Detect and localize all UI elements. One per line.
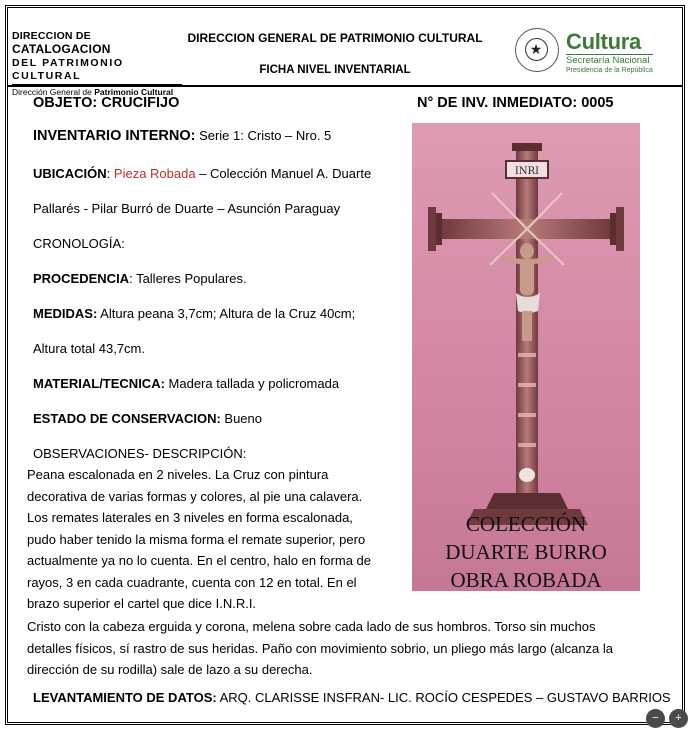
- photo-caption-line: COLECCIÓN: [465, 512, 587, 536]
- stolen-piece-label: Pieza Robada: [113, 166, 196, 181]
- document-header-title: DIRECCION GENERAL DE PATRIMONIO CULTURAL: [187, 31, 483, 45]
- levantamiento-field: LEVANTAMIENTO DE DATOS: ARQ. CLARISSE INSFRAN- LIC. ROCÍO CESPEDES – GUSTAVO BARRIOS: [33, 690, 671, 705]
- medidas-field-cont: Altura total 43,7cm.: [33, 341, 145, 356]
- document-header-subtitle: FICHA NIVEL INVENTARIAL: [259, 64, 411, 76]
- ubicacion-field: UBICACIÓN: Pieza Robada – Colección Manuel A. Duarte: [33, 166, 372, 181]
- procedencia-field: PROCEDENCIA: Talleres Populares.: [33, 271, 247, 286]
- crucifix-photo: [412, 123, 640, 591]
- description-line: pudo haber tenido la misma forma el remate superior, pero: [27, 531, 366, 547]
- cultura-logo: Cultura Secretaría Nacional Presidencia de la República: [566, 29, 653, 74]
- description-line: Los remates laterales en 3 niveles en forma escalonada,: [27, 510, 353, 525]
- description-line: decorativa de varias formas y colores, al pie una calavera.: [27, 488, 363, 504]
- description-line: dirección de su rodilla) sale de lazo a su derecha.: [27, 662, 313, 677]
- zoom-out-icon[interactable]: −: [646, 709, 665, 728]
- observaciones-label: OBSERVACIONES- DESCRIPCIÓN:: [33, 446, 247, 461]
- description-line: brazo superior el cartel que dice I.N.R.I.: [27, 596, 257, 611]
- cronologia-field: CRONOLOGÍA:: [33, 236, 125, 251]
- description-line: actualmente ya no lo cuenta. En el centro, halo en forma de: [27, 553, 371, 568]
- medidas-field: MEDIDAS: Altura peana 3,7cm; Altura de la Cruz 40cm;: [33, 306, 356, 321]
- objeto-field: OBJETO: CRUCIFIJO: [33, 95, 180, 111]
- inventory-number: N° DE INV. INMEDIATO: 0005: [417, 95, 614, 111]
- description-wide: [27, 616, 653, 681]
- photo-caption-line: DUARTE BURRO: [445, 540, 607, 564]
- description-line: Cristo con la cabeza erguida y corona, melena sobre cada lado de sus hombros. Torso sin muchos: [27, 619, 596, 634]
- photo-caption-line: OBRA ROBADA: [450, 568, 602, 591]
- description-line: Peana escalonada en 2 niveles. La Cruz con pintura: [27, 467, 329, 482]
- catalog-logo: DIRECCION DE CATALOGACION DEL PATRIMONIO CULTURAL Dirección General de Patrimonio Cultural: [12, 30, 182, 98]
- inventario-field: INVENTARIO INTERNO: Serie 1: Cristo – Nro. 5: [33, 128, 332, 144]
- national-seal-icon: ★: [515, 28, 559, 72]
- description-narrow: [27, 464, 393, 615]
- estado-field: ESTADO DE CONSERVACION: Bueno: [33, 411, 262, 426]
- description-line: rayos, 3 en cada cuadrante, cuenta con 12 en total. En el: [27, 574, 357, 590]
- description-line: detalles físicos, sí rastro de sus heridas. Paño con movimiento sobrio, un pliego más largo (alcanza la: [27, 640, 614, 656]
- svg-text:INRI: INRI: [514, 166, 540, 177]
- zoom-in-icon[interactable]: +: [669, 709, 688, 728]
- material-field: MATERIAL/TECNICA: Madera tallada y policromada: [33, 376, 340, 391]
- ubicacion-field-cont: Pallarés - Pilar Burró de Duarte – Asunción Paraguay: [33, 201, 341, 216]
- header-divider: [8, 85, 682, 87]
